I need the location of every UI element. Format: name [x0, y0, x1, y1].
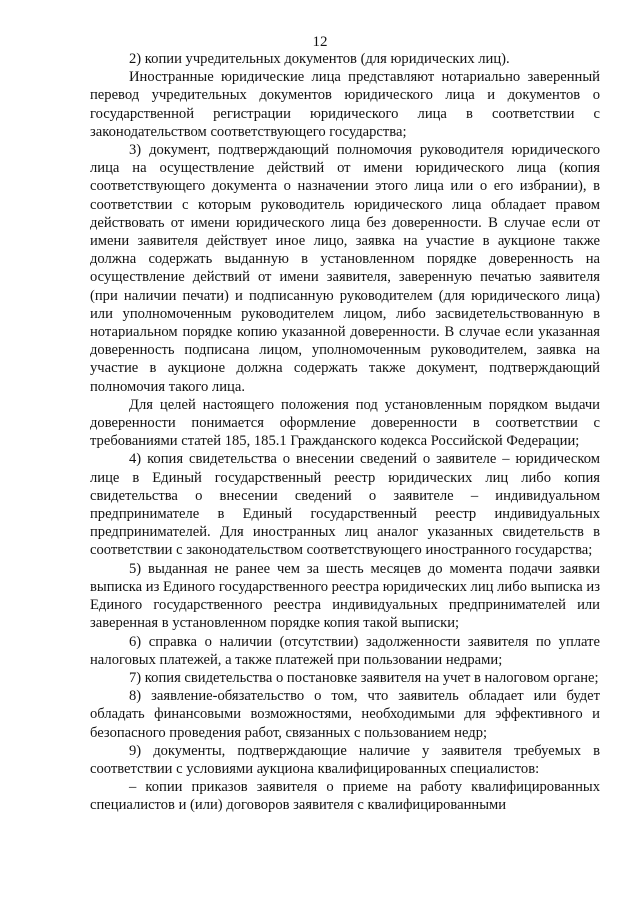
foreign-entities-paragraph: Иностранные юридические лица представляют нотариально заверенный перевод учредительных документов юридического лица и документов о государственной регистрации юридического лица в соответствии с законодательством соответствующего государства;	[90, 69, 600, 140]
item-5-paragraph: 5) выданная не ранее чем за шесть месяцев до момента подачи заявки выписка из Единого государственного реестра юридических лиц либо выписка из Единого государственного реестра индивидуальных предпринимателей или заверенная в установленном порядке копия такой выписки;	[90, 560, 600, 632]
document-body	[90, 50, 600, 815]
item-8-paragraph: 8) заявление-обязательство о том, что заявитель обладает или будет обладать финансовыми возможностями, необходимыми для эффективного и безопасного проведения работ, связанных с пользованием недр;	[90, 688, 600, 741]
page-number: 12	[312, 34, 328, 50]
item-2-paragraph: 2) копии учредительных документов (для юридических лиц).	[129, 51, 510, 67]
item-9-paragraph: 9) документы, подтверждающие наличие у заявителя требуемых в соответствии с условиями аукциона квалифицированных специалистов:	[90, 742, 600, 777]
item-7-paragraph: 7) копия свидетельства о постановке заявителя на учет в налоговом органе;	[129, 669, 599, 686]
item-6-paragraph: 6) справка о наличии (отсутствии) задолженности заявителя по уплате налоговых платежей, а также платежей при пользовании недрами;	[90, 633, 600, 668]
item-9-dash-paragraph: – копии приказов заявителя о приеме на работу квалифицированных специалистов и (или) договоров заявителя с квалифицированными	[90, 779, 600, 814]
item-3-paragraph: 3) документ, подтверждающий полномочия руководителя юридического лица на осуществление действий от имени юридического лица (копия соответствующего документа о назначении этого лица или о его избрании), в соответствии с которым руководитель юридического лица обладает правом действовать от имени юридического лица без доверенности. В случае если от имени заявителя действует иное лицо, заявка на участие в аукционе также должна содержать выданную в установленном порядке доверенность на осуществление действий от имени заявителя, заверенную печатью заявителя (при наличии печати) и подписанную руководителем (для юридического лица) или уполномоченным руководителем лицом, либо засвидетельствованную в нотариальном порядке копию указанной доверенности. В случае если указанная доверенность подписана лицом, уполномоченным руководителем, заявка на участие в аукционе должна содержать также документ, подтверждающий полномочия такого лица.	[90, 142, 600, 395]
item-4-paragraph: 4) копия свидетельства о внесении сведений о заявителе – юридическом лице в Единый государственный реестр юридических лиц либо копия свидетельства о внесении сведений о заявителе – индивидуальном предпринимателе в Единый государственный реестр индивидуальных предпринимателей. Для иностранных лиц аналог указанных свидетельств в соответствии с законодательством соответствующего иностранного государства;	[90, 451, 600, 559]
power-of-attorney-paragraph: Для целей настоящего положения под установленным порядком выдачи доверенности понимается оформление доверенности в соответствии с требованиями статей 185, 185.1 Гражданского кодекса Российской Федерации;	[90, 396, 600, 450]
